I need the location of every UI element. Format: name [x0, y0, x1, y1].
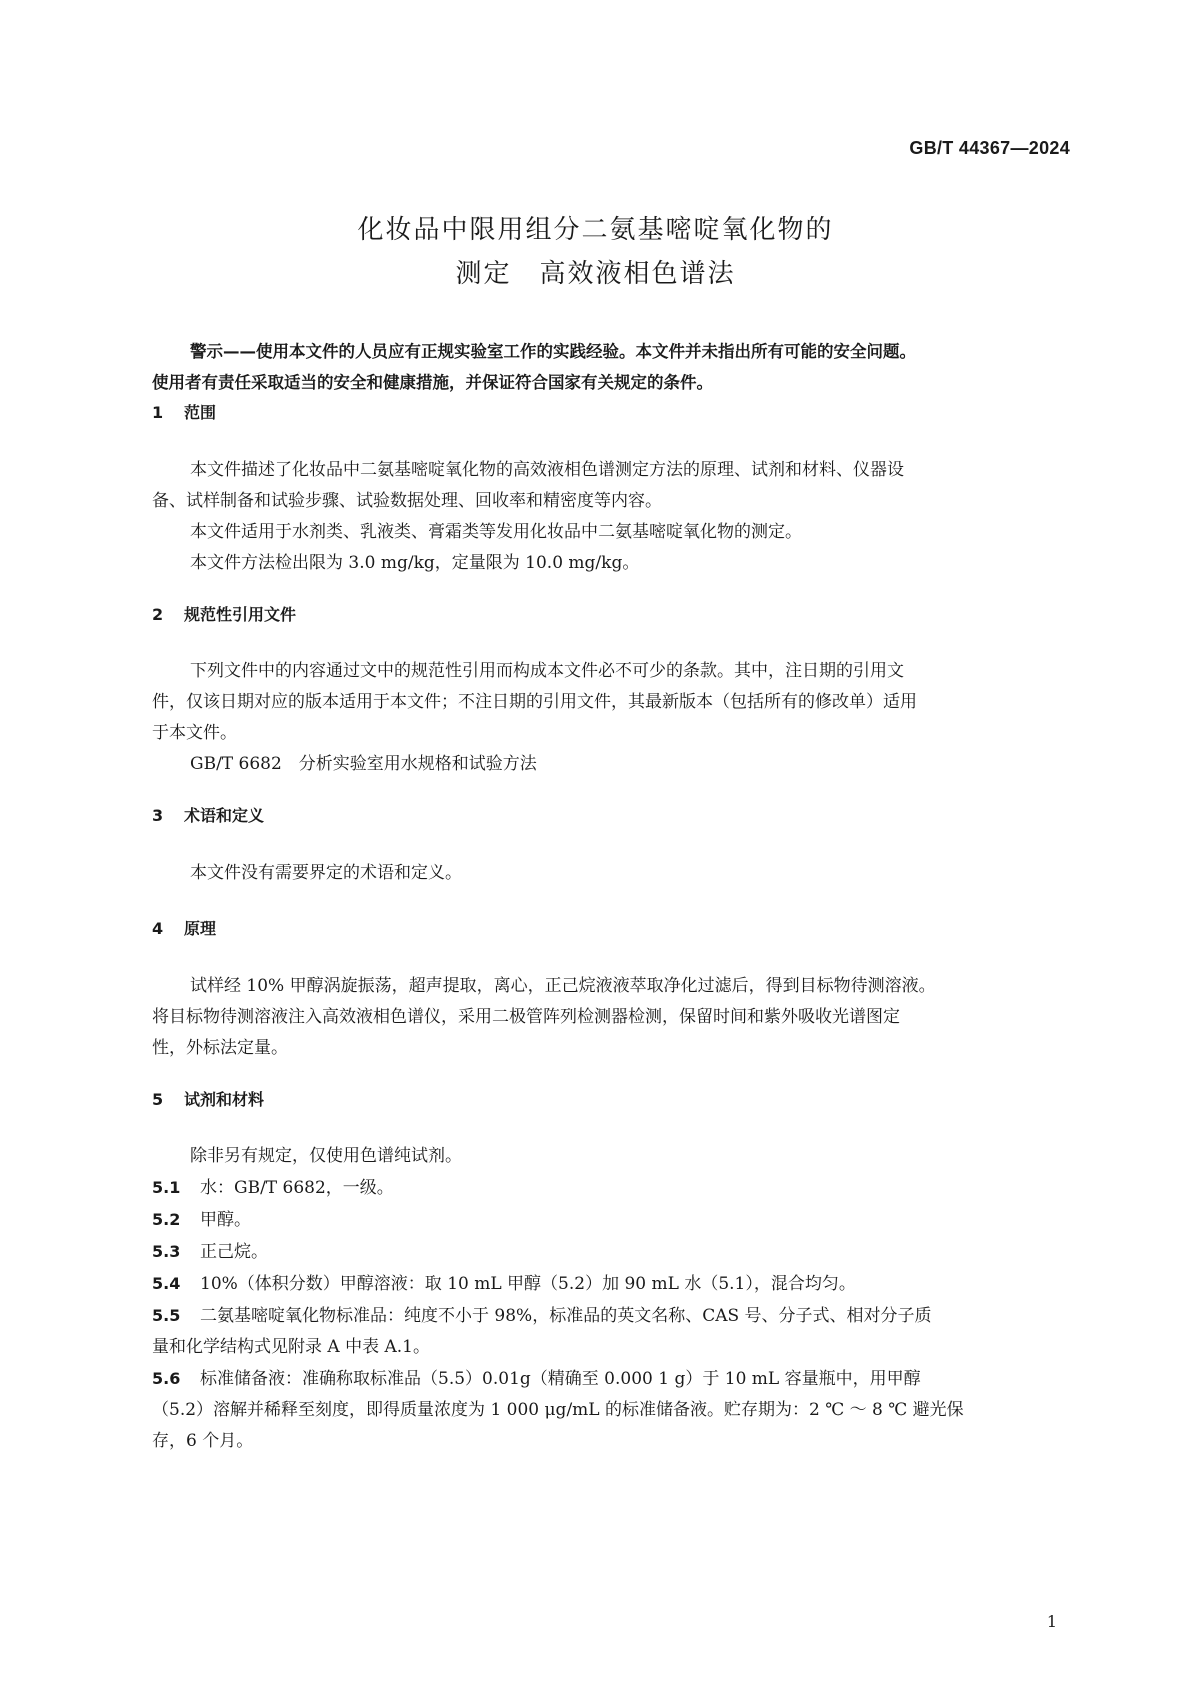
list-item: 5.5 二氨基嘧啶氧化物标准品：纯度不小于 98%，标准品的英文名称、CAS 号、分子式、相对分子质 — [152, 1306, 932, 1326]
section-5-heading — [152, 1087, 264, 1110]
warning-line1: 警示——使用本文件的人员应有正规实验室工作的实践经验。本文件并未指出所有可能的安全问题。 — [190, 342, 916, 361]
section-3-heading — [152, 803, 264, 826]
paragraph: 性，外标法定量。 — [152, 1038, 288, 1058]
warning-line2: 使用者有责任采取适当的安全和健康措施，并保证符合国家有关规定的条件。 — [152, 373, 713, 392]
list-item: 5.3 正己烷。 — [152, 1242, 268, 1262]
section-number: 2 — [152, 605, 164, 624]
section-title: 原理 — [184, 919, 217, 938]
paragraph: 本文件描述了化妆品中二氨基嘧啶氧化物的高效液相色谱测定方法的原理、试剂和材料、仪器设 — [190, 460, 904, 480]
section-4-body — [152, 971, 1067, 1064]
list-item: 5.2 甲醇。 — [152, 1210, 251, 1230]
paragraph: 下列文件中的内容通过文中的规范性引用而构成本文件必不可少的条款。其中，注日期的引用文 — [190, 661, 904, 681]
paragraph: 本文件没有需要界定的术语和定义。 — [190, 863, 462, 883]
list-item: 5.4 10%（体积分数）甲醇溶液：取 10 mL 甲醇（5.2）加 90 mL 水（5.1），混合均匀。 — [152, 1274, 856, 1294]
paragraph: 件，仅该日期对应的版本适用于本文件；不注日期的引用文件，其最新版本（包括所有的修改单）适用 — [152, 692, 917, 712]
section-4-heading — [152, 916, 216, 939]
list-item-continuation: 量和化学结构式见附录 A 中表 A.1。 — [152, 1337, 430, 1357]
section-title: 范围 — [184, 403, 217, 422]
section-1-heading — [152, 400, 216, 423]
document-title-line1: 化妆品中限用组分二氨基嘧啶氧化物的 — [357, 215, 834, 245]
list-item: 5.6 标准储备液：准确称取标准品（5.5）0.01g（精确至 0.000 1 g）于 10 mL 容量瓶中，用甲醇 — [152, 1369, 921, 1389]
section-number: 5 — [152, 1090, 164, 1109]
warning-notice — [152, 336, 1067, 398]
normative-reference: GB/T 6682 分析实验室用水规格和试验方法 — [190, 754, 537, 774]
paragraph: 除非另有规定，仅使用色谱纯试剂。 — [190, 1146, 462, 1166]
section-5-body — [152, 1141, 1067, 1457]
section-3-body — [152, 858, 1067, 889]
section-2-body — [152, 656, 1067, 780]
section-2-heading — [152, 602, 296, 625]
section-number: 3 — [152, 806, 164, 825]
document-title-line2: 测定 高效液相色谱法 — [455, 259, 736, 289]
paragraph: 试样经 10% 甲醇涡旋振荡，超声提取，离心，正己烷液液萃取净化过滤后，得到目标物待测溶液。 — [190, 976, 936, 996]
section-title: 术语和定义 — [184, 806, 265, 825]
list-item-continuation: 存，6 个月。 — [152, 1431, 254, 1451]
paragraph: 本文件方法检出限为 3.0 mg/kg，定量限为 10.0 mg/kg。 — [190, 553, 640, 573]
paragraph: 将目标物待测溶液注入高效液相色谱仪，采用二极管阵列检测器检测，保留时间和紫外吸收光谱图定 — [152, 1007, 900, 1027]
list-item: 5.1 水：GB/T 6682，一级。 — [152, 1178, 394, 1198]
section-number: 1 — [152, 403, 164, 422]
section-number: 4 — [152, 919, 164, 938]
paragraph: 本文件适用于水剂类、乳液类、膏霜类等发用化妆品中二氨基嘧啶氧化物的测定。 — [190, 522, 802, 542]
list-item-continuation: （5.2）溶解并稀释至刻度，即得质量浓度为 1 000 μg/mL 的标准储备液。贮存期为：2 ℃ ～ 8 ℃ 避光保 — [152, 1400, 964, 1420]
page-number: 1 — [1046, 1612, 1057, 1631]
paragraph: 于本文件。 — [152, 723, 237, 743]
standard-number: GB/T 44367—2024 — [909, 138, 1070, 158]
paragraph: 备、试样制备和试验步骤、试验数据处理、回收率和精密度等内容。 — [152, 491, 662, 511]
section-title: 试剂和材料 — [184, 1090, 265, 1109]
section-title: 规范性引用文件 — [184, 605, 297, 624]
section-1-body — [152, 455, 1067, 579]
